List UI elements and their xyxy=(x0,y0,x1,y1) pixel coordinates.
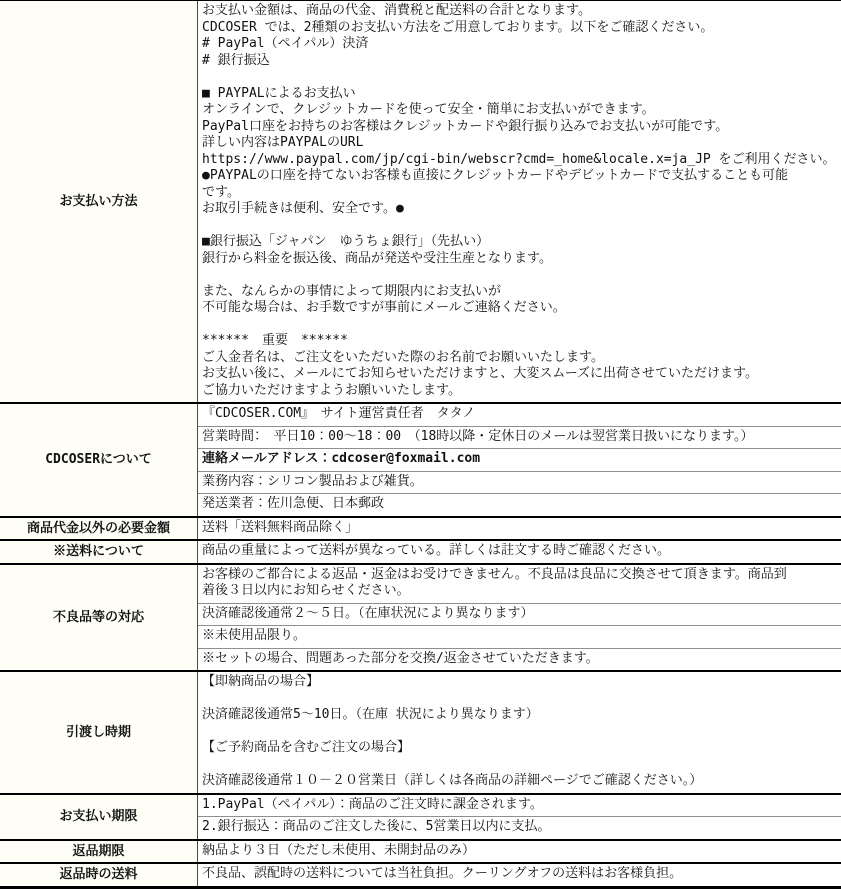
row-content xyxy=(197,672,841,793)
content-line: 決済確認後通常１０－２０営業日（詳しくは各商品の詳細ページでご確認ください。） xyxy=(202,773,703,788)
content-line: です。 xyxy=(202,184,240,200)
row-content xyxy=(197,864,841,886)
content-line: ●PAYPALの口座を持てないお客様も直接にクレジットカードやデビットカードで支払することも可能 xyxy=(202,168,789,183)
content-line: 営業時間： 平日10：00～18：00 （18時以降・定休日のメールは翌営業日扱いになります。） xyxy=(202,428,754,444)
content-line: 1.PayPal（ペイパル）：商品のご注文時に課金されます。 xyxy=(202,796,543,812)
content-line: ご入金者名は、ご注文をいただいた際のお名前でお願いいたします。 xyxy=(202,349,604,365)
content-line xyxy=(202,218,838,235)
content-line xyxy=(202,691,838,708)
content-line: https://www.paypal.com/jp/cgi-bin/webscr?cmd=_home&locale.x=ja_JP をご利用ください。 xyxy=(202,151,836,167)
content-line: 決済確認後通常２～５日。（在庫状況により異なります） xyxy=(202,605,534,621)
content-line: PayPal口座をお持ちのお客様はクレジットカードや銀行振り込みでお支払いが可能です。 xyxy=(202,118,729,134)
table-row xyxy=(0,1,841,402)
content-line: # PayPal（ペイパル）決済 xyxy=(202,36,369,51)
content-cell xyxy=(198,795,841,817)
table-row xyxy=(0,670,841,793)
content-line: CDCOSER では、2種類のお支払い方法をご用意しております。以下をご確認ください。 xyxy=(202,19,714,35)
content-line xyxy=(202,724,838,741)
content-line: 業務内容：シリコン製品および雑貨。 xyxy=(202,473,423,489)
site-operator-cell xyxy=(198,404,841,426)
content-line: ■銀行振込「ジャパン ゆうちょ銀行」（先払い） xyxy=(202,234,490,249)
table-row xyxy=(0,793,841,839)
content-cell xyxy=(198,541,841,563)
row-content xyxy=(197,795,841,839)
content-line xyxy=(202,267,838,284)
content-cell xyxy=(198,672,841,793)
content-cell xyxy=(198,1,841,402)
content-line: 商品の重量によって送料が異なっている。詳しくは註文する時ご確認ください。 xyxy=(202,543,671,558)
content-line: 納品より３日（ただし未使用、未開封品のみ） xyxy=(202,842,476,858)
business-description-cell xyxy=(198,471,841,494)
content-cell xyxy=(198,565,841,603)
content-line: 『CDCOSER.COM』 サイト運営責任者 タタノ xyxy=(202,406,476,421)
row-header: 返品期限 xyxy=(0,841,197,863)
content-line: また、なんらかの事情によって期限内にお支払いが xyxy=(202,283,502,299)
table-row xyxy=(0,839,841,863)
row-header: ※送料について xyxy=(0,541,197,563)
table-row xyxy=(0,862,841,886)
business-hours-cell xyxy=(198,426,841,449)
table-row xyxy=(0,563,841,671)
content-line xyxy=(202,69,838,86)
content-line: お客様のご都合による返品・返金はお受けできません。不良品は良品に交換させて頂きます。商品到 xyxy=(202,566,787,582)
content-line: 不良品、誤配時の送料については当社負担。クーリングオフの送料はお客様負担。 xyxy=(202,866,683,881)
content-line: 決済確認後通常5～10日。（在庫 状況により異なります） xyxy=(202,707,539,722)
content-cell xyxy=(198,648,841,671)
row-content xyxy=(197,518,841,540)
content-line: ご協力いただけますようお願いいたします。 xyxy=(202,382,461,398)
content-line: 送料「送料無料商品除く」 xyxy=(202,519,359,535)
row-content xyxy=(197,565,841,671)
content-line: 発送業者：佐川急便、日本郵政 xyxy=(202,496,385,511)
content-line: ※セットの場合、問題あった部分を交換/返金させていただきます。 xyxy=(202,650,599,666)
content-cell xyxy=(198,603,841,626)
content-line: 着後３日以内にお知らせください。 xyxy=(202,583,410,598)
row-header: 不良品等の対応 xyxy=(0,565,197,671)
content-line: ■ PAYPALによるお支払い xyxy=(202,85,356,101)
content-cell xyxy=(198,841,841,863)
table-row xyxy=(0,539,841,563)
content-line: 連絡メールアドレス：cdcoser@foxmail.com xyxy=(202,451,481,466)
content-line: # 銀行振込 xyxy=(202,52,270,68)
content-line: お支払い後に、メールにてお知らせいただけますと、大変スムーズに出荷させていただけます。 xyxy=(202,366,759,381)
contact-email-cell xyxy=(198,448,841,471)
content-line xyxy=(202,757,838,774)
content-line: 2.銀行振込：商品のご注文した後に、5営業日以内に支払。 xyxy=(202,819,551,834)
row-content xyxy=(197,404,841,516)
row-header: 引渡し時期 xyxy=(0,672,197,793)
row-content xyxy=(197,541,841,563)
row-header: お支払い方法 xyxy=(0,1,197,402)
row-header: CDCOSERについて xyxy=(0,404,197,516)
content-cell xyxy=(198,518,841,540)
content-line: 詳しい内容はPAYPALのURL xyxy=(202,135,364,150)
row-content xyxy=(197,841,841,863)
content-line xyxy=(202,317,838,334)
content-line: お取引手続きは便利、安全です。● xyxy=(202,201,404,216)
row-header: お支払い期限 xyxy=(0,795,197,839)
content-line: 【即納商品の場合】 xyxy=(202,674,320,689)
content-cell xyxy=(198,625,841,648)
content-line: お支払い金額は、商品の代金、消費税と配送料の合計となります。 xyxy=(202,3,591,18)
table-row xyxy=(0,516,841,540)
content-cell xyxy=(198,816,841,839)
content-line: 銀行から料金を振込後、商品が発送や受注生産となります。 xyxy=(202,250,552,266)
table-row xyxy=(0,402,841,516)
row-header: 返品時の送料 xyxy=(0,864,197,886)
row-header: 商品代金以外の必要金額 xyxy=(0,518,197,540)
content-line: 【ご予約商品を含むご注文の場合】 xyxy=(202,740,411,755)
content-cell xyxy=(198,864,841,886)
content-line: 不可能な場合は、お手数ですが事前にメールご連絡ください。 xyxy=(202,300,566,315)
row-content xyxy=(197,1,841,402)
content-line: オンラインで、クレジットカードを使って安全・簡単にお支払いができます。 xyxy=(202,102,655,117)
content-line: ※未使用品限り。 xyxy=(202,628,307,643)
content-line: ****** 重要 ****** xyxy=(202,333,348,348)
shipping-carrier-cell xyxy=(198,493,841,516)
